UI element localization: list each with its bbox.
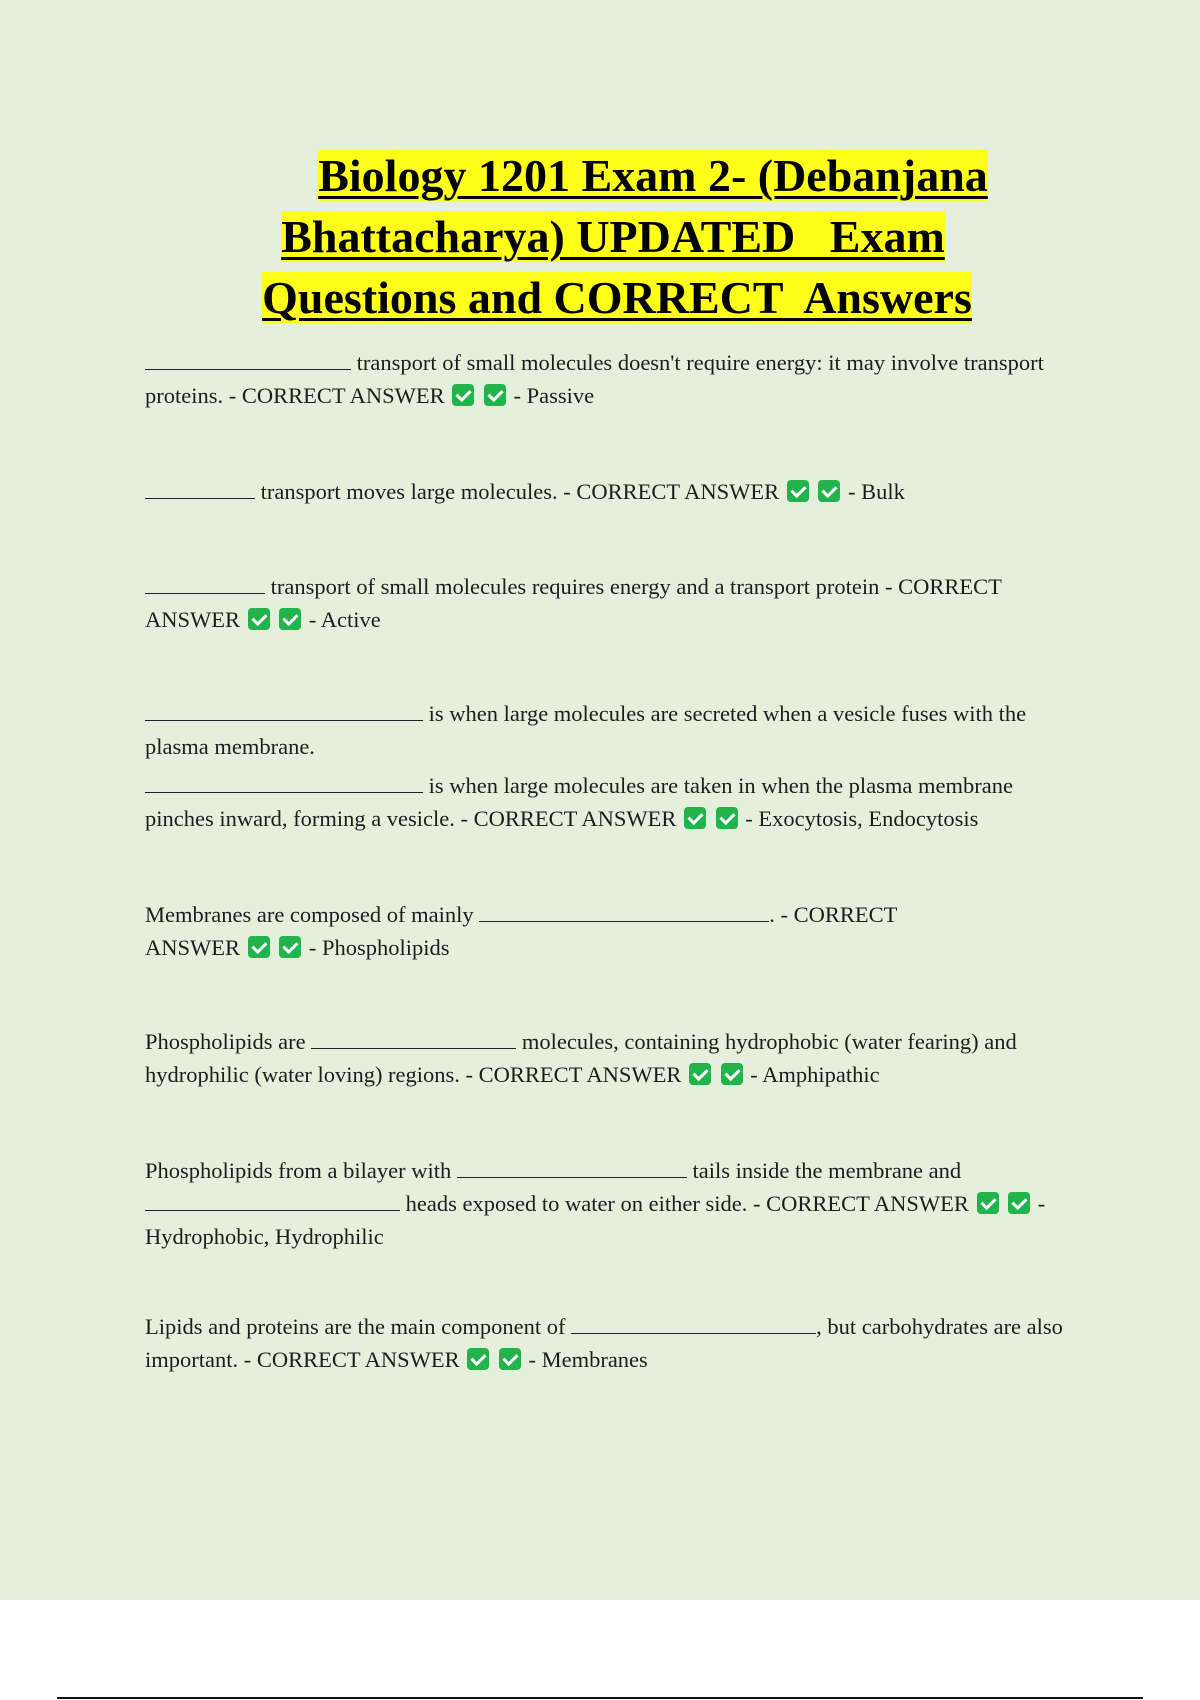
check-mark-icon: [1008, 1192, 1030, 1214]
question-text: is when large molecules are taken in when the plasma membrane pinches inward, forming a vesicle. - CORRECT ANSWER: [145, 773, 1013, 831]
answer-blank: [479, 899, 769, 922]
check-mark-icon: [977, 1192, 999, 1214]
check-mark-icon: [818, 480, 840, 502]
answer-text: - Phospholipids: [308, 935, 450, 960]
question-item: [145, 346, 1085, 412]
check-mark-icon: [467, 1348, 489, 1370]
answer-text: - Bulk: [848, 479, 905, 504]
question-item: [145, 1154, 1095, 1253]
check-mark-icon: [684, 807, 706, 829]
question-item: [145, 697, 1085, 835]
check-mark-icon: [484, 384, 506, 406]
answer-text: - Active: [308, 607, 381, 632]
footer-divider: [57, 1697, 1143, 1699]
check-mark-icon: [248, 608, 270, 630]
question-text: is when large molecules are secreted when a vesicle fuses with the plasma membrane.: [145, 701, 1027, 759]
check-mark-icon: [248, 936, 270, 958]
question-text: Membranes are composed of mainly: [145, 902, 480, 927]
question-text: transport of small molecules doesn't require energy: it may involve transport proteins. - CORRECT ANSWER: [145, 350, 1044, 408]
question-text: , but carbohydrates are also important. - CORRECT ANSWER: [145, 1314, 1063, 1372]
check-mark-icon: [499, 1348, 521, 1370]
document-title: [145, 145, 1089, 328]
check-mark-icon: [689, 1063, 711, 1085]
question-text: tails inside the membrane and: [686, 1158, 962, 1183]
answer-blank: [311, 1026, 516, 1049]
question-item: [145, 1310, 1085, 1376]
answer-text: - Membranes: [528, 1347, 648, 1372]
answer-blank: [145, 571, 265, 594]
question-part-2: [145, 769, 1085, 835]
check-mark-icon: [721, 1063, 743, 1085]
question-item: [145, 898, 965, 964]
check-mark-icon: [279, 936, 301, 958]
answer-text: - Exocytosis, Endocytosis: [745, 806, 979, 831]
question-text: Phospholipids are: [145, 1029, 312, 1054]
answer-text: - Hydrophobic, Hydrophilic: [145, 1191, 1046, 1249]
question-part-1: [145, 697, 1085, 763]
answer-text: - Passive: [513, 383, 595, 408]
question-text: heads exposed to water on either side. - CORRECT ANSWER: [400, 1191, 969, 1216]
question-text: transport moves large molecules. - CORRECT ANSWER: [255, 479, 780, 504]
question-text: transport of small molecules requires energy and a transport protein - CORRECT ANSWER: [145, 574, 1002, 632]
answer-blank: [571, 1311, 816, 1334]
answer-text: - Amphipathic: [750, 1062, 880, 1087]
question-text: molecules, containing hydrophobic (water fearing) and hydrophilic (water loving) regions. - CORRECT ANSWER: [145, 1029, 1017, 1087]
check-mark-icon: [787, 480, 809, 502]
question-text: Lipids and proteins are the main component of: [145, 1314, 572, 1339]
title-line-3: Questions and CORRECT Answers: [262, 272, 972, 323]
answer-blank: [145, 770, 423, 793]
check-mark-icon: [716, 807, 738, 829]
question-item: [145, 475, 1085, 508]
question-item: [145, 570, 1085, 636]
answer-blank: [145, 347, 351, 370]
question-text: . - CORRECT ANSWER: [145, 902, 898, 960]
answer-blank: [145, 698, 423, 721]
answer-blank: [145, 1188, 400, 1211]
title-line-1: Biology 1201 Exam 2- (Debanjana: [318, 150, 988, 201]
check-mark-icon: [279, 608, 301, 630]
question-text: Phospholipids from a bilayer with: [145, 1158, 457, 1183]
question-item: [145, 1025, 1085, 1091]
answer-blank: [457, 1155, 687, 1178]
check-mark-icon: [452, 384, 474, 406]
title-line-2: Bhattacharya) UPDATED Exam: [281, 211, 945, 262]
answer-blank: [145, 476, 255, 499]
